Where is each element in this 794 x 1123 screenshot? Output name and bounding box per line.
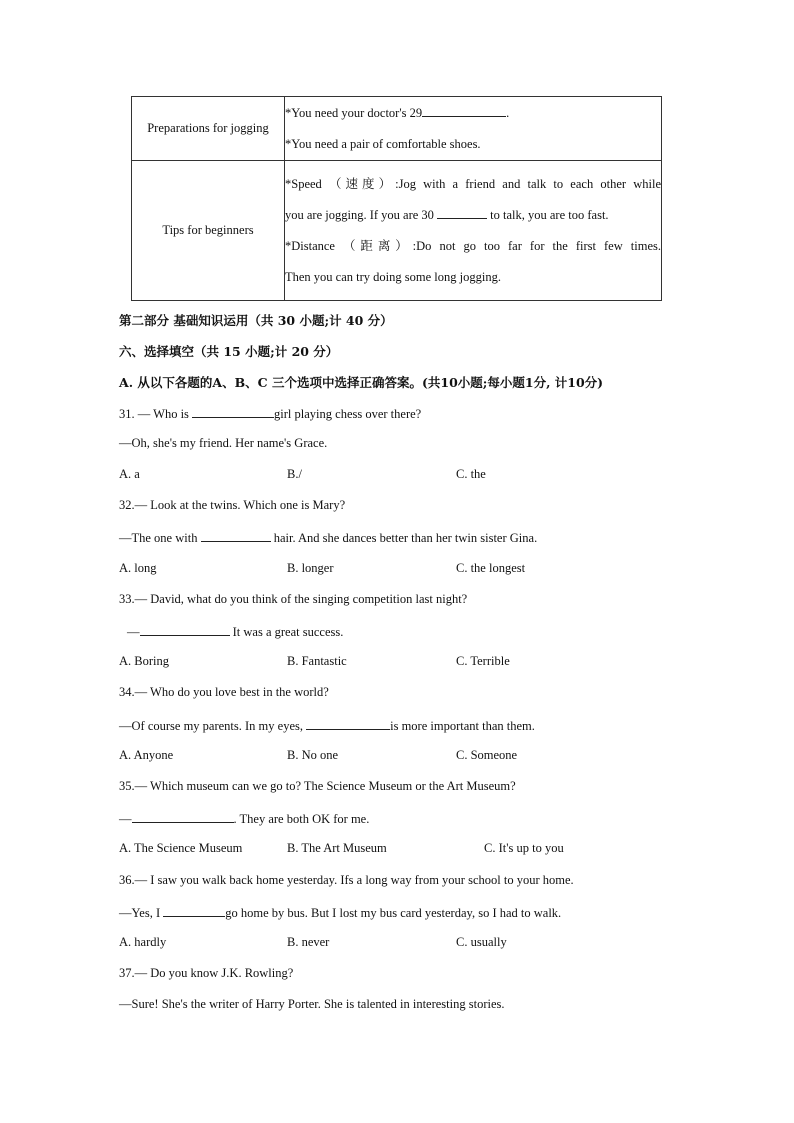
answer-blank-36[interactable] [163, 904, 225, 917]
question-34: 34.— Who do you love best in the world? [119, 685, 329, 699]
option-33-c[interactable]: C. Terrible [456, 654, 510, 668]
question-33: 33.— David, what do you think of the singing competition last night? [119, 592, 468, 606]
option-31-c[interactable]: C. the [456, 467, 486, 481]
row-label-preparations: Preparations for jogging [132, 97, 285, 161]
answer-33: — It was a great success. [127, 625, 344, 639]
row-content-preparations [285, 97, 662, 161]
question-35: 35.— Which museum can we go to? The Science Museum or the Art Museum? [119, 779, 516, 793]
table-row-tips [132, 161, 662, 301]
answer-32: —The one with hair. And she dances better than her twin sister Gina. [119, 531, 538, 545]
section-heading-part2: 第二部分 基础知识运用（共 30 小题;计 40 分） [119, 313, 393, 328]
option-31-a[interactable]: A. a [119, 467, 140, 481]
answer-37: —Sure! She's the writer of Harry Porter. She is talented in interesting stories. [119, 997, 505, 1011]
answer-35: — . They are both OK for me. [119, 812, 370, 826]
option-33-b[interactable]: B. Fantastic [287, 654, 347, 668]
option-35-c[interactable]: C. It's up to you [484, 841, 564, 855]
option-36-c[interactable]: C. usually [456, 935, 507, 949]
question-32: 32.— Look at the twins. Which one is Mary? [119, 498, 346, 512]
option-32-a[interactable]: A. long [119, 561, 157, 575]
option-34-b[interactable]: B. No one [287, 748, 339, 762]
section-heading-six: 六、选择填空（共 15 小题;计 20 分） [119, 344, 339, 359]
answer-blank-32[interactable] [201, 529, 271, 542]
row-content-tips [285, 161, 662, 301]
question-37: 37.— Do you know J.K. Rowling? [119, 966, 294, 980]
option-33-a[interactable]: A. Boring [119, 654, 169, 668]
tips-line-1: *Speed （速度）:Jog with a friend and talk to each other while [285, 176, 661, 191]
option-35-b[interactable]: B. The Art Museum [287, 841, 387, 855]
question-31: 31. — Who is girl playing chess over there? [119, 407, 422, 421]
answer-blank-34[interactable] [306, 717, 390, 730]
option-32-c[interactable]: C. the longest [456, 561, 526, 575]
option-32-b[interactable]: B. longer [287, 561, 334, 575]
preparations-line-2: *You need a pair of comfortable shoes. [285, 136, 481, 151]
answer-31: —Oh, she's my friend. Her name's Grace. [119, 436, 328, 450]
section-heading-sub-a: A. 从以下各题的A、B、C 三个选项中选择正确答案。(共10小题;每小题1分, 计10分) [119, 375, 604, 390]
answer-blank-30[interactable] [437, 206, 487, 219]
tips-line-2: you are jogging. If you are 30 to talk, you are too fast. [285, 207, 609, 222]
jogging-info-table [131, 96, 662, 301]
question-36: 36.— I saw you walk back home yesterday. Ifs a long way from your school to your home. [119, 873, 574, 887]
option-34-c[interactable]: C. Someone [456, 748, 518, 762]
answer-blank-35[interactable] [132, 810, 234, 823]
answer-blank-33[interactable] [140, 623, 230, 636]
tips-line-3: *Distance （距离）:Do not go too far for the first few times. [285, 238, 661, 253]
preparations-line-1: *You need your doctor's 29 . [285, 105, 510, 120]
answer-34: —Of course my parents. In my eyes, is more important than them. [119, 719, 535, 733]
option-36-a[interactable]: A. hardly [119, 935, 167, 949]
table-row-preparations [132, 97, 662, 161]
answer-36: —Yes, I go home by bus. But I lost my bus card yesterday, so I had to walk. [119, 906, 562, 920]
row-label-tips: Tips for beginners [132, 161, 285, 301]
option-34-a[interactable]: A. Anyone [119, 748, 174, 762]
tips-line-4: Then you can try doing some long jogging. [285, 269, 501, 284]
answer-blank-29[interactable] [422, 104, 506, 117]
option-35-a[interactable]: A. The Science Museum [119, 841, 243, 855]
option-36-b[interactable]: B. never [287, 935, 330, 949]
option-31-b[interactable]: B./ [287, 467, 302, 481]
answer-blank-31[interactable] [192, 405, 274, 418]
